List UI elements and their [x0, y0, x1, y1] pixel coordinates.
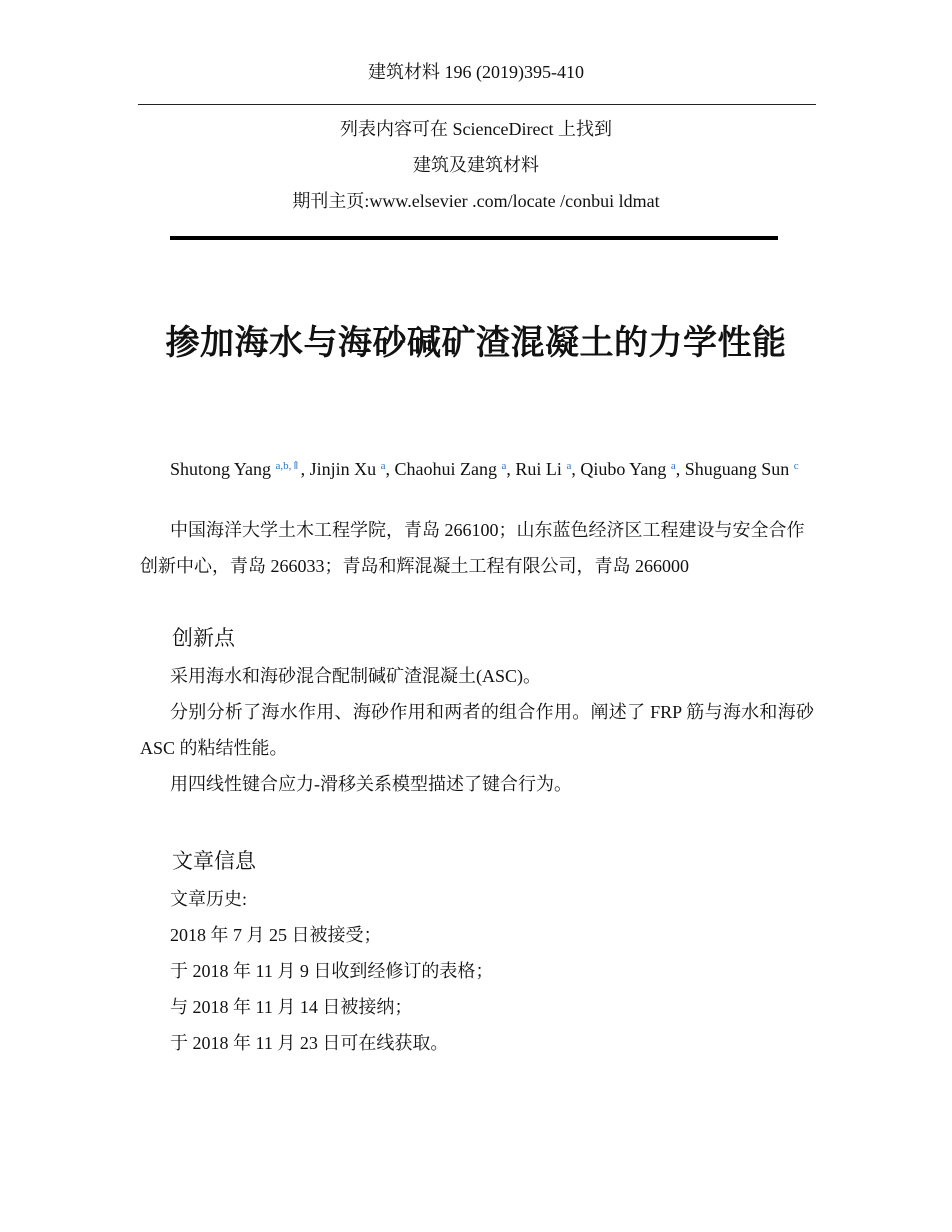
author-affiliation-mark[interactable]: c: [793, 460, 799, 472]
author-name: Chaohui Zang: [394, 459, 498, 479]
sciencedirect-line: 列表内容可在 ScienceDirect 上找到: [340, 119, 612, 139]
article-history-label: 文章历史:: [170, 889, 248, 909]
journal-header: 建筑材料 196 (2019)395-410: [368, 62, 584, 82]
journal-name: 建筑及建筑材料: [413, 155, 539, 175]
thick-divider: [170, 236, 778, 240]
history-item: 于 2018 年 11 月 23 日可在线获取。: [170, 1033, 449, 1053]
author-affiliation-mark[interactable]: a: [566, 460, 572, 472]
author-affiliation-mark[interactable]: a: [380, 460, 386, 472]
author-name: Rui Li: [515, 459, 562, 479]
author-affiliation-mark[interactable]: a,b,⇑: [275, 460, 301, 472]
author-affiliation-mark[interactable]: a: [501, 460, 507, 472]
highlight-item: 分别分析了海水作用、海砂作用和两者的组合作用。阐述了 FRP 筋与海水和海砂 ASC 的粘结性能。: [140, 702, 814, 758]
highlight-item: 采用海水和海砂混合配制碱矿渣混凝土(ASC)。: [170, 666, 542, 686]
history-item: 于 2018 年 11 月 9 日收到经修订的表格；: [170, 961, 494, 981]
history-item: 2018 年 7 月 25 日被接受；: [170, 925, 382, 945]
paper-title: 掺加海水与海砂碱矿渣混凝土的力学性能: [165, 325, 787, 362]
affiliations: 中国海洋大学土木工程学院，青岛 266100；山东蓝色经济区工程建设与安全合作创新中心，青岛 266033；青岛和辉混凝土工程有限公司，青岛 266000: [140, 520, 805, 576]
author-name: Shutong Yang: [170, 459, 272, 479]
highlights-heading: 创新点: [172, 626, 235, 650]
article-info-heading: 文章信息: [172, 849, 256, 873]
author-name: Jinjin Xu: [309, 459, 377, 479]
history-item: 与 2018 年 11 月 14 日被接纳；: [170, 997, 413, 1017]
author-name: Qiubo Yang: [580, 459, 667, 479]
header-divider: [138, 104, 816, 105]
author-affiliation-mark[interactable]: a: [670, 460, 676, 472]
author-list: Shutong Yang $^{a,b,⇑}$, Jinjin Xu $^a$, Chaohui Zang $^a$, Rui Li $^a$, Qiubo Yang $^a$, Shuguang Sun $^c$: [170, 459, 799, 479]
journal-homepage[interactable]: 期刊主页:www.elsevier .com/locate /conbui ldmat: [292, 191, 660, 211]
highlight-item: 用四线性键合应力-滑移关系模型描述了键合行为。: [170, 774, 572, 794]
author-name: Shuguang Sun: [684, 459, 790, 479]
